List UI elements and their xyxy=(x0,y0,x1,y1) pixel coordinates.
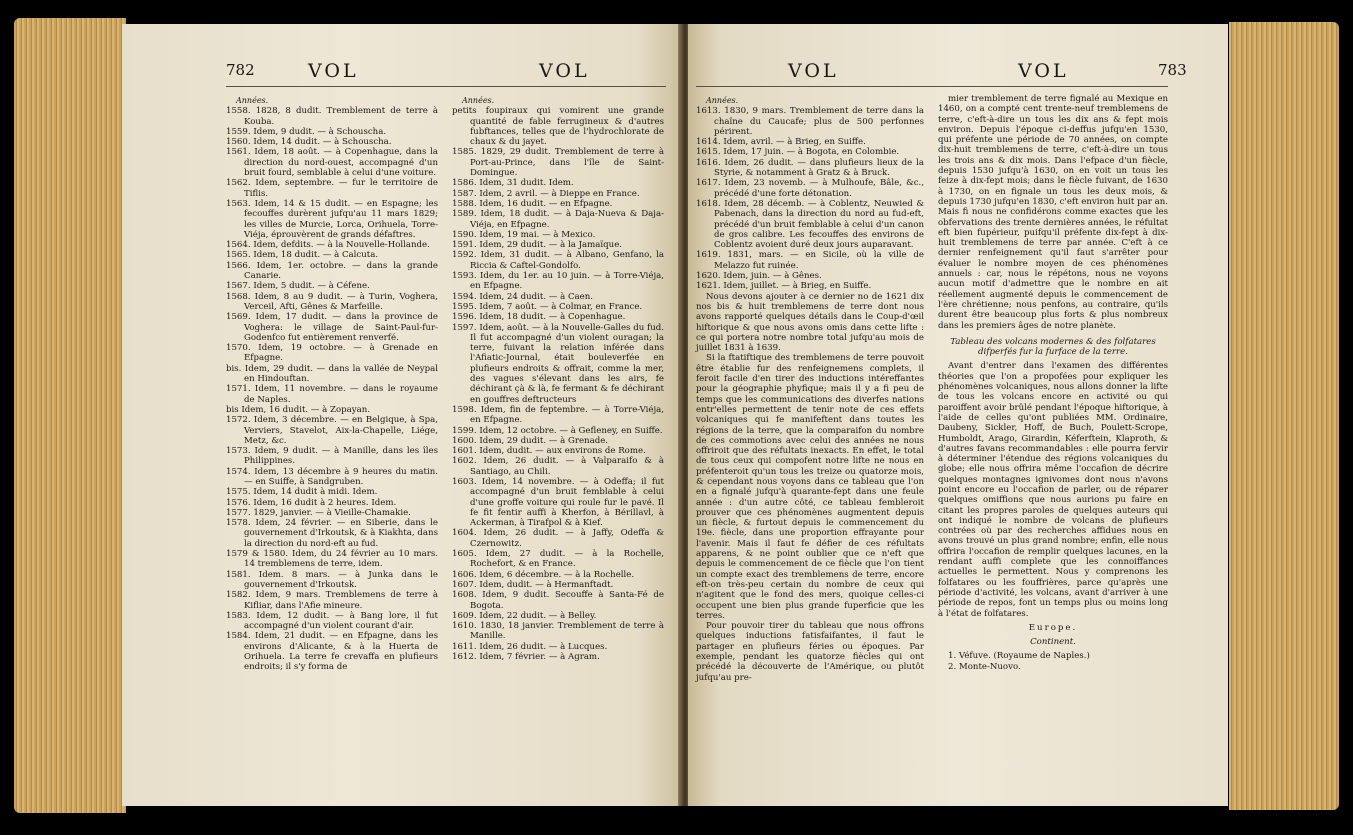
paragraph: Avant d'entrer dans l'examen des différentes théories que l'on a propofées pour expliquer les phénomènes volcaniques, nous allons donner la lifte de tous les volcans encore en activité ou qui paroiffent avoir brûlé pendant l'époque hiftorique, à l'aide de celles qu'ont publiées MM. Ordinaire, Daubeny, Sickler, Hoff, de Buch, Poulett-Scrope, Humboldt, Arago, Girardin, Kéferftein, Klaproth, & d'autres favans recommandables : elle pourra fervir à déterminer l'étendue des régions volcaniques du globe; elle nous offrira même l'occafion de décrire quelques montagnes ignivomes dont nous n'avons point encore eu l'occafion de parler, ou de réparer quelques omiffions que nous aurions pu faire en citant les propres paroles de quelques auteurs qui ont indiqué le nombre de volcans de plufieurs contrées où par des recherches affidues nous en avons trouvé un plus grand nombre; enfin, elle nous offrira l'occafion de remplir quelques lacunes, en la rendant auffi complete que les connoiffances actuelles le permettent. Nous y comprenons les folfatares ou les fouffrières, parce qu'après une période d'activité, les volcans, avant d'arriver à une période de repos, font un temps plus ou moins long à l'état de folfatares. xyxy=(938,361,1168,619)
table-title: Tableau des volcans modernes & des folfatares difperfés fur la furface de la terre. xyxy=(950,336,1156,358)
chronology-entry: 1573. Idem, 9 dudit. — à Manille, dans les îles Philippines. xyxy=(226,446,438,467)
chronology-entry: 1614. Idem, avril. — à Brieg, en Suiffe. xyxy=(696,137,866,148)
chronology-entry: 1597. Idem, août. — à la Nouvelle-Galles du fud. Il fut accompagné d'un violent ouragan; la terre, fuivant la relation inférée dans l'Afiatic-Journal, était bouleverfée en plufieurs endroits & offrait, comme la mer, des vagues s'élevant dans les airs, fe déchirant çà & là, fe fermant & fe déchirant en gouffres deftructeurs xyxy=(452,322,664,405)
chronology-entry: 1608. Idem, 9 dudit. Secouffe à Santa-Fé de Bogota. xyxy=(452,590,664,611)
chronology-entry: 1612. Idem, 7 février. — à Agram. xyxy=(452,652,600,663)
chronology-entry: 1589. Idem, 18 dudit. — à Daja-Nueva & Daja-Viéja, en Efpagne. xyxy=(452,209,664,230)
rule xyxy=(696,86,1168,87)
chronology-entry: 1605. Idem, 27 dudit. — à la Rochelle, Rochefort, & en France. xyxy=(452,549,664,570)
chronology-entry: 1566. Idem, 1er. octobre. — dans la grande Canarie. xyxy=(226,260,438,282)
chronology-entry: 1599. Idem, 12 octobre. — à Gefleney, en Suiffe. xyxy=(452,425,663,436)
running-head: VOL xyxy=(788,60,839,82)
chronology-entry: 1559. Idem, 9 dudit. — à Schouscha. xyxy=(226,126,387,137)
chronology-entry: 1593. Idem, du 1er. au 10 juin. — à Torre-Viéja, en Efpagne. xyxy=(452,271,664,292)
chronology-entry: bis. Idem, 29 dudit. — dans la vallée de Neypal en Hindouftan. xyxy=(226,363,438,385)
chronology-entry: 1618. Idem, 28 décemb. — à Coblentz, Neuwied & Pabenach, dans la direction du nord au fud-eft, précédé d'un bruit femblable à celui d'un canon de gros calibre. Les fecouffes des environs de Coblentz avoient duré deux jours auparavant. xyxy=(696,198,924,251)
chronology-entry: 1584. Idem, 21 dudit. — en Efpagne, dans les environs d'Alicante, & à la Huerta de Orihuela. La terre fe crevaffa en plufieurs endroits; il s'y forma de xyxy=(226,631,438,673)
chronology-entry: 1603. Idem, 14 novembre. — à Odeffa; il fut accompagné d'un bruit femblable à celui d'une groffe voiture qui roule fur le pavé. Il fe fit fentir auffi à Kherfon, à Bérillavl, à Ackerman, à Tirafpol & à Kief. xyxy=(452,476,664,529)
chronology-entry: 1568. Idem, 8 au 9 dudit. — à Turin, Voghera, Verceil, Afti, Gênes & Marfeille. xyxy=(226,291,438,312)
chronology-entry: 1621. Idem, juillet. — à Brieg, en Suiffe. xyxy=(696,281,872,292)
chronology-entry: 1611. Idem, 26 dudit. — à Lucques. xyxy=(452,641,608,652)
chronology-entry: 1600. Idem, 29 dudit. — à Grenade. xyxy=(452,435,609,446)
chronology-entry: bis Idem, 16 dudit. — à Zopayan. xyxy=(226,404,371,415)
column-left-2 xyxy=(452,96,664,662)
paragraph: Pour pouvoir tirer du tableau que nous offrons quelques inductions fatisfaifantes, il faut le partager en plufieurs féries ou époques. Par exemple, pendant les quatorze fiècles qui ont précédé la découverte de l'Amérique, ou plutôt jufqu'au pre- xyxy=(696,621,924,683)
chronology-entry: 1617. Idem, 23 novemb. — à Mulhoufe, Bâle, &c., précédé d'une forte détonation. xyxy=(696,178,924,199)
chronology-entry: 1606. Idem, 6 décembre. — à la Rochelle. xyxy=(452,569,635,580)
chronology-entry: 1563. Idem, 14 & 15 dudit. — en Espagne; les fecouffes durèrent jufqu'au 11 mars 1829; les villes de Murcie, Lorca, Orihuela, Torre-Viéja, éprouvèrent de grands défaftres. xyxy=(226,198,438,240)
chronology-entry: 1607. Idem, dudit. — à Hermanftadt. xyxy=(452,579,614,590)
chronology-entry: 1620. Idem, juin. — à Gênes. xyxy=(696,271,822,282)
chronology-entry: 1609. Idem, 22 dudit. — à Belley. xyxy=(452,610,597,621)
chronology-entry: petits foupiraux qui vomirent une grande quantité de fable ferrugineux & d'autres fubftances, telles que de l'hydrochlorate de chaux & du jayet. xyxy=(452,106,664,148)
chronology-entry: 1567. Idem, 5 dudit. — à Céfene. xyxy=(226,281,370,292)
chronology-entry: 1581. Idem. 8 mars. — à Junka dans le gouvernement d'Irkoutsk. xyxy=(226,569,438,590)
chronology-entry: 1596. Idem, 18 dudit. — à Copenhague. xyxy=(452,312,626,323)
chronology-entry: 1578. Idem, 24 février. — en Siberie, dans le gouvernement d'Irkoutsk, & à Kiakhta, dans la direction du nord-eft au fud. xyxy=(226,518,438,549)
column-label: Années. xyxy=(236,96,269,105)
chronology-entry: 1587. Idem, 2 avril. — à Dieppe en France. xyxy=(452,188,640,199)
right-page xyxy=(688,24,1228,806)
left-page xyxy=(122,24,682,806)
chronology-entry: 1569. Idem, 17 dudit. — dans la province de Voghera: le village de Saint-Paul-fur-Godenfco fut entièrement renverfé. xyxy=(226,312,438,343)
chronology-entry: 1594. Idem, 24 dudit. — à Caen. xyxy=(452,291,594,302)
chronology-entry: 1591. Idem, 29 dudit. — à la Jamaïque. xyxy=(452,240,623,251)
page-number: 782 xyxy=(226,61,255,79)
column-right-1 xyxy=(696,96,924,683)
chronology-entry: 1592. Idem, 31 dudit. — à Albano, Genfano, la Riccia & Caftel-Gondolfo. xyxy=(452,250,664,271)
paragraph: Nous devons ajouter à ce dernier no de 1621 dix nos bis & huit tremblemens de terre dont nous avons rapporté quelques détails dans le Coup-d'œil hiftorique & que nous avons omis dans cette lifte : ce qui portera notre nombre total jufqu'au mois de juillet 1831 à 1639. xyxy=(696,291,924,354)
chronology-entry: 1585. 1829, 29 dudit. Tremblement de terre à Port-au-Prince, dans l'île de Saint-Domingue. xyxy=(452,147,664,179)
running-head: VOL xyxy=(539,60,590,82)
chronology-entry: 1619. 1831, mars. — en Sicile, où la ville de Melazzo fut ruinée. xyxy=(696,250,924,271)
chronology-entry: 1564. Idem, defdits. — à la Nouvelle-Hollande. xyxy=(226,240,430,251)
volcano-list-item: 2. Monte-Nuovo. xyxy=(948,661,1021,672)
chronology-entry: 1613. 1830, 9 mars. Tremblement de terre dans la chaîne du Caucafe; plus de 500 perfonnes périrent. xyxy=(696,106,924,137)
chronology-entry: 1588. Idem, 16 dudit. — en Efpagne. xyxy=(452,198,613,209)
chronology-entry: 1576. Idem, 16 dudit à 2 heures. Idem. xyxy=(226,497,397,508)
chronology-entry: 1610. 1830, 18 janvier. Tremblement de terre à Manille. xyxy=(452,621,664,642)
chronology-entry: 1583. Idem, 12 dudit. — à Bang lore, il fut accompagné d'un violent courant d'air. xyxy=(226,610,438,632)
chronology-entry: 1571. Idem, 11 novembre. — dans le royaume de Naples. xyxy=(226,384,438,405)
page-edges-left xyxy=(14,18,126,813)
subsection-heading: Continent. xyxy=(1030,637,1076,648)
column-right-2 xyxy=(938,94,1168,672)
chronology-entry: 1601. Idem, dudit. — aux environs de Rome. xyxy=(452,446,646,457)
chronology-entry: 1598. Idem, fin de feptembre. — à Torre-Viéja, en Efpagne. xyxy=(452,404,664,426)
page-number: 783 xyxy=(1158,61,1187,79)
chronology-entry: 1558. 1828, 8 dudit. Tremblement de terre à Kouba. xyxy=(226,106,438,127)
volcano-list-item: 1. Véfuve. (Royaume de Naples.) xyxy=(948,651,1090,662)
paragraph: mier tremblement de terre fignalé au Mexique en 1460, on a compté cent trente-neuf tremblemens de terre, c'eft-à-dire un tous les dix ans & fept mois environ. Depuis l'époque ci-deffus jufqu'en 1530, qui préfente une période de 70 années, on compte dix-huit tremblemens de terre, c'eft-à-dire un tous les trois ans & dix mois. Dans l'efpace d'un fiècle, depuis 1530 jufqu'à 1630, on en voit un tous les feize à dix-fept mois; dans le fiècle fuivant, de 1630 à 1730, on en fignale un tous les deux mois, & depuis 1730 jufqu'en 1830, c'eft environ huit par an. Mais fi nous ne confidérons comme exactes que les obfervations des trente dernières années, le réfultat eft bien fupérieur, puifqu'il préfente dix-fept à dix-huit tremblemens de terre par année. C'eft à ce dernier renfeignement qu'il faut s'arrêter pour évaluer le nombre moyen de ces phénomènes annuels : car, nous le répétons, nous ne voyons aucun motif d'admettre que le nombre en ait réellement augmenté depuis le commencement de l'ère chrétienne; nous penfons, au contraire, qu'ils durent être beaucoup plus forts & plus nombreux dans les premiers âges de notre planète. xyxy=(938,94,1168,331)
column-label: Années. xyxy=(462,96,495,105)
chronology-entry: 1586. Idem, 31 dudit. Idem. xyxy=(452,178,574,189)
running-head: VOL xyxy=(308,60,359,82)
section-heading: Europe. xyxy=(1028,622,1078,633)
chronology-entry: 1561. Idem, 18 août. — à Copenhague, dans la direction du nord-ouest, accompagné d'un bruit fourd, semblable à celui d'une voiture. xyxy=(226,147,438,179)
running-head: VOL xyxy=(1018,60,1069,82)
chronology-entry: 1572. Idem, 3 décembre. — en Belgique, à Spa, Verviers, Stavelot, Aix-la-Chapelle, Liége, Metz, &c. xyxy=(226,415,438,446)
chronology-entry: 1616. Idem, 26 dudit. — dans plufieurs lieux de la Styrie, & notamment à Gratz & à Bruck. xyxy=(696,157,924,179)
chronology-entry: 1574. Idem, 13 décembre à 9 heures du matin. — en Suiffe, à Sandgruben. xyxy=(226,466,438,487)
chronology-entry: 1582. Idem, 9 mars. Tremblemens de terre à Kifliar, dans l'Afie mineure. xyxy=(226,590,438,611)
page-edges-right xyxy=(1229,22,1339,810)
chronology-entry: 1615. Idem, 17 juin. — à Bogota, en Colombie. xyxy=(696,147,900,158)
chronology-entry: 1565. Idem, 18 dudit. — à Calcuta. xyxy=(226,250,379,261)
rule xyxy=(226,86,666,87)
chronology-entry: 1590. Idem, 19 mai. — à Mexico. xyxy=(452,229,596,240)
column-left-1 xyxy=(226,96,438,673)
chronology-entry: 1570. Idem, 19 octobre. — à Grenade en Efpagne. xyxy=(226,343,438,364)
chronology-entry: 1602. Idem, 26 dudit. — à Valparaifo & à Santiago, au Chili. xyxy=(452,456,664,477)
chronology-entry: 1579 & 1580. Idem, du 24 février au 10 mars. 14 tremblemens de terre, idem. xyxy=(226,549,438,570)
chronology-entry: 1562. Idem, septembre. — fur le territoire de Tiflis. xyxy=(226,178,438,199)
paragraph: Si la ftatiftique des tremblemens de terre pouvoit être établie fur des renfeignemens complets, il feroit facile d'en tirer des inductions intéreffantes pour la géographie phyfique; mais il y a fi peu de temps que les communications des diverfes nations entr'elles permettent de tenir note de ces effets volcaniques qui fe manifeftent dans toutes les régions de la terre, que la comparaifon du nombre de ces commotions avec celui des années ne nous offriroit que des réfultats inexacts. En effet, le total de tous ceux qui compofent notre lifte ne nous en préfenteroit qu'un tous les treize ou quatorze mois, & cependant nous voyons dans ce tableau que l'on en a fignalé jufqu'à quarante-fept dans une feule année : d'un autre côté, ce tableau fembleroit prouver que ces phénomènes augmentent depuis un fiècle, & furtout depuis le commencement du 19e. fiècle, dans une proportion effrayante pour l'avenir. Mais il faut fe défier de ces réfultats apparens, & ne point oublier que ce n'eft que depuis le commencement de ce fiècle que l'on tient un compte exact des tremblemens de terre, encore eft-on très-peu certain du nombre de ceux qui n'agitent que le fond des mers, quoique celles-ci occupent une bien plus grande fuperficie que les terres. xyxy=(696,353,924,621)
column-label: Années. xyxy=(706,96,739,105)
chronology-entry: 1595. Idem, 7 août. — à Colmar, en France. xyxy=(452,301,643,312)
chronology-entry: 1577. 1829, janvier. — à Vieille-Chamakie. xyxy=(226,507,411,518)
chronology-entry: 1604. Idem, 26 dudit. — à Jaffy, Odeffa & Czernowitz. xyxy=(452,528,664,549)
chronology-entry: 1575. Idem, 14 dudit à midi. Idem. xyxy=(226,487,378,498)
chronology-entry: 1560. Idem, 14 dudit. — à Schouscha. xyxy=(226,137,392,148)
